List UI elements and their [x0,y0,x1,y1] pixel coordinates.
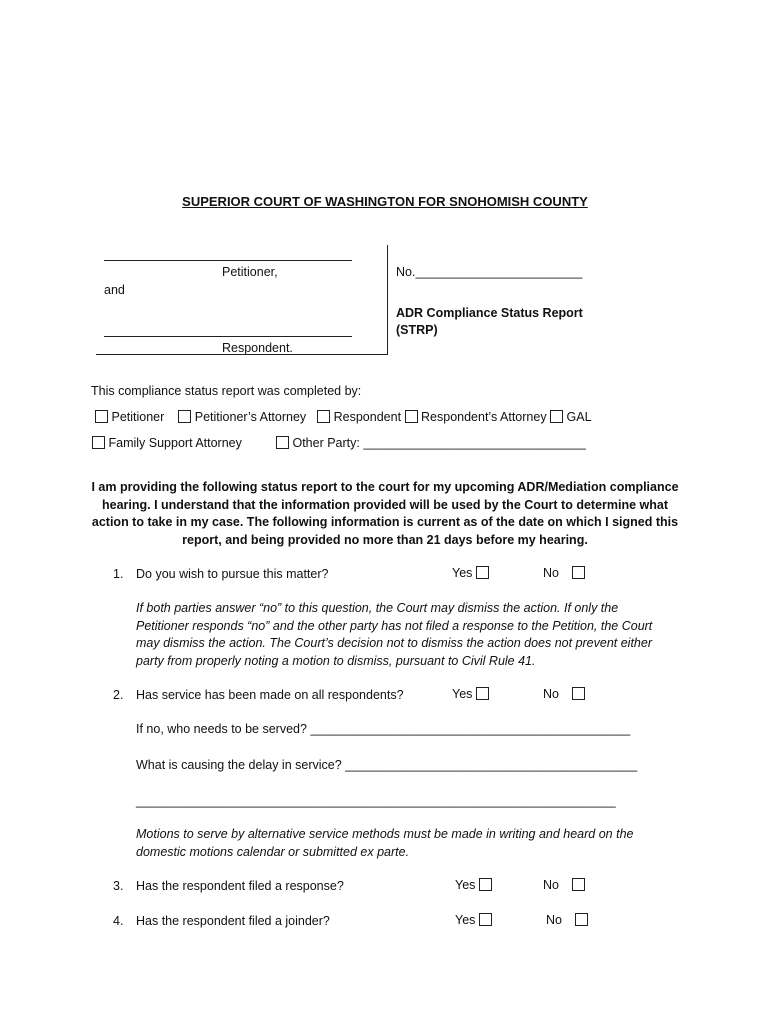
gal-option: GAL [566,410,592,424]
who-to-serve-label: If no, who needs to be served? [136,722,307,736]
respondent-name-line[interactable] [104,336,352,337]
service-delay-extra-field[interactable]: _____________________________________________________________________ [136,794,616,808]
question-4-no [546,913,588,927]
question-3-no-checkbox[interactable] [572,878,585,891]
document-title: ADR Compliance Status Report [396,306,583,320]
question-2-no [543,687,585,701]
question-2-no-checkbox[interactable] [572,687,585,700]
no-label: No [546,913,562,927]
note-line: Petitioner responds “no” and the other party has not filed a response to the Petition, the Court [136,618,653,633]
yes-label: Yes [452,687,473,701]
other-party-option: Other Party: [292,436,360,450]
question-4-number: 4. [113,914,124,928]
document-code: (STRP) [396,323,438,337]
dismissal-note [136,600,652,670]
alternative-service-note [136,826,633,861]
completed-by-prompt: This compliance status report was completed by: [91,384,362,398]
note-line: may dismiss the action. The Court’s decision not to dismiss the action does not prevent either [136,636,652,650]
intro-line: action to take in my case. The following information is current as of the date on which I signed this [91,515,679,529]
petitioner-name-line[interactable] [104,260,352,261]
other-party-field[interactable]: ________________________________ [363,436,586,450]
question-4-yes-checkbox[interactable] [479,913,492,926]
question-2-yes-checkbox[interactable] [476,687,489,700]
note-line: party from properly noting a motion to dismiss, pursuant to Civil Rule 41. [136,653,536,668]
service-delay-label: What is causing the delay in service? [136,758,342,772]
question-2-number: 2. [113,688,124,702]
gal-checkbox[interactable] [550,410,563,423]
petitioner-attorney-checkbox[interactable] [178,410,191,423]
question-1-yes [452,566,489,580]
petitioner-option: Petitioner [111,410,165,424]
intro-line: report, and being provided no more than 21 days before my hearing. [182,532,588,547]
petitioner-label: Petitioner, [222,265,278,279]
family-support-attorney-option: Family Support Attorney [108,436,242,450]
question-3-number: 3. [113,879,124,893]
intro-paragraph [60,479,710,549]
respondent-attorney-option: Respondent’s Attorney [421,410,547,424]
note-line: If both parties answer “no” to this question, the Court may dismiss the action. If only the [136,601,619,615]
question-3-yes [455,878,492,892]
question-2-yes [452,687,489,701]
question-1-text: Do you wish to pursue this matter? [136,567,329,581]
question-1-number: 1. [113,567,124,581]
question-4-text: Has the respondent filed a joinder? [136,914,330,928]
question-4-yes [455,913,492,927]
and-label: and [104,283,125,297]
note-line: Motions to serve by alternative service methods must be made in writing and heard on the [136,827,634,841]
no-label: No [543,878,559,892]
completed-by-row-2 [92,436,242,450]
question-3-yes-checkbox[interactable] [479,878,492,891]
intro-line: hearing. I understand that the information provided will be used by the Court to determine what [101,497,668,512]
yes-label: Yes [452,566,473,580]
case-number-field[interactable]: No.________________________ [396,265,583,279]
who-to-serve-field[interactable]: ______________________________________________ [310,722,631,736]
petitioner-checkbox[interactable] [95,410,108,423]
intro-line: I am providing the following status report to the court for my upcoming ADR/Mediation compliance [91,480,679,494]
service-delay-row [136,758,637,772]
respondent-checkbox[interactable] [317,410,330,423]
caption-divider [387,245,388,355]
other-party-checkbox[interactable] [276,436,289,449]
yes-label: Yes [455,878,476,892]
family-support-attorney-checkbox[interactable] [92,436,105,449]
service-delay-field[interactable]: __________________________________________ [345,758,638,772]
petitioner-attorney-option: Petitioner’s Attorney [194,410,307,424]
question-4-no-checkbox[interactable] [575,913,588,926]
question-3-no [543,878,585,892]
who-to-serve-row [136,722,630,736]
question-1-no [543,566,585,580]
question-2-text: Has service has been made on all respondents? [136,688,404,702]
question-1-no-checkbox[interactable] [572,566,585,579]
respondent-attorney-checkbox[interactable] [405,410,418,423]
no-label: No [543,687,559,701]
question-3-text: Has the respondent filed a response? [136,879,344,893]
note-line: domestic motions calendar or submitted ex parte. [136,844,410,859]
respondent-label: Respondent. [222,341,293,355]
court-title: SUPERIOR COURT OF WASHINGTON FOR SNOHOMISH COUNTY [182,194,588,209]
respondent-option: Respondent [333,410,402,424]
question-1-yes-checkbox[interactable] [476,566,489,579]
yes-label: Yes [455,913,476,927]
other-party-row [276,436,586,450]
completed-by-row-1 [95,410,592,424]
no-label: No [543,566,559,580]
